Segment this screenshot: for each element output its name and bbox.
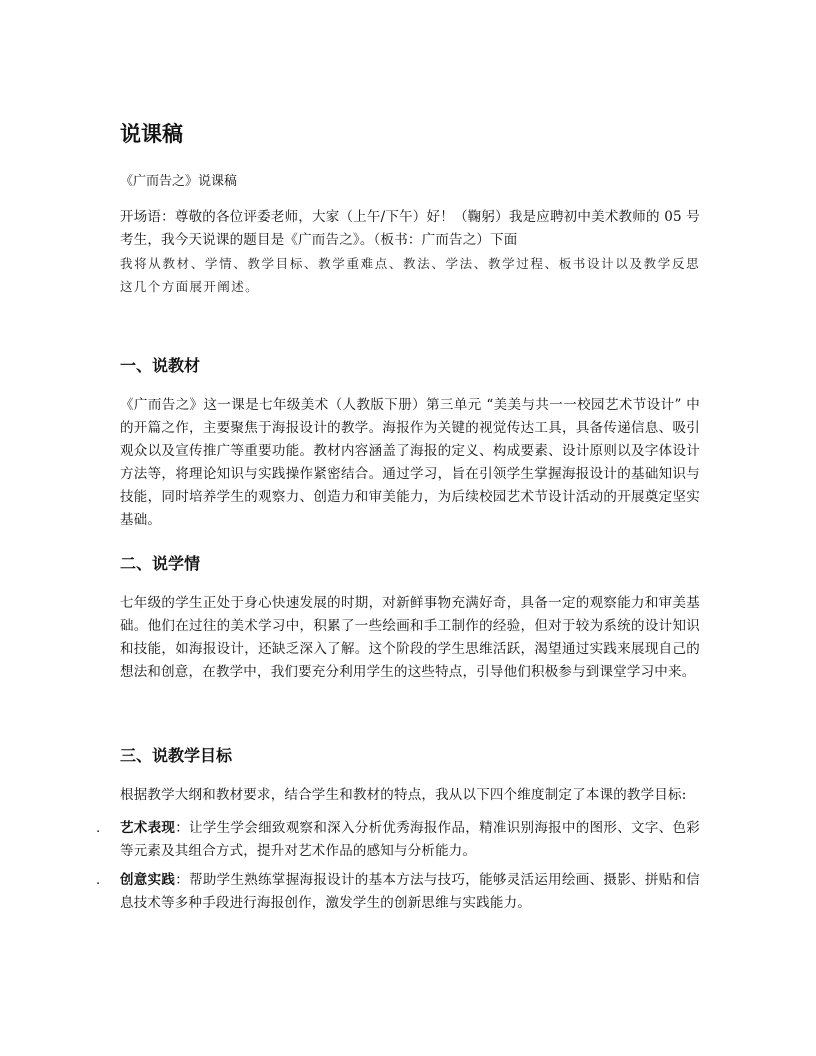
document-page	[96, 118, 700, 921]
objective-term: 创意实践	[120, 872, 176, 888]
section-heading-objectives: 三、说教学目标	[120, 746, 233, 765]
section-heading-textbook: 一、说教材	[120, 356, 201, 375]
list-item	[96, 869, 700, 915]
objectives-list	[96, 817, 700, 915]
section-body-students: 七年级的学生正处于身心快速发展的时期，对新鲜事物充满好奇，具备一定的观察能力和审美基础。他们在过往的美术学习中，积累了一些绘画和手工制作的经验，但对于较为系统的设计知识和技能，如海报设计，还缺乏深入了解。这个阶段的学生思维活跃，渴望通过实践来展现自己的想法和创意，在教学中，我们要充分利用学生的这些特点，引导他们积极参与到课堂学习中来。	[120, 595, 700, 680]
section-heading-students: 二、说学情	[120, 554, 201, 573]
list-item	[96, 817, 700, 863]
intro-paragraph	[120, 206, 700, 298]
document-subtitle: 《广而告之》说课稿	[120, 174, 238, 189]
intro-text: 开场语：尊敬的各位评委老师，大家（上午/下午）好！（鞠躬）我是应聘初中美术教师的 05 号考生，我今天说课的题目是《广而告之》。（板书：广而告之）下面	[120, 209, 700, 248]
section-body-objectives: 根据教学大纲和教材要求，结合学生和教材的特点，我从以下四个维度制定了本课的教学目标:	[120, 787, 687, 803]
objective-text: ：帮助学生熟练掌握海报设计的基本方法与技巧，能够灵活运用绘画、摄影、拼贴和信息技术等多种手段进行海报创作，激发学生的创新思维与实践能力。	[120, 872, 700, 911]
section-body-textbook: 《广而告之》这一课是七年级美术（人教版下册）第三单元 “美美与共一一校园艺术节设计” 中的开篇之作，主要聚焦于海报设计的教学。海报作为关键的视觉传达工具，具备传递信息、吸引观众以及宣传推广等重要功能。教材内容涵盖了海报的定义、构成要素、设计原则以及字体设计方法等，将理论知识与实践操作紧密结合。通过学习，旨在引领学生掌握海报设计的基础知识与技能，同时培养学生的观察力、创造力和审美能力，为后续校园艺术节设计活动的开展奠定坚实基础。	[120, 397, 700, 528]
objective-text: ：让学生学会细致观察和深入分析优秀海报作品，精准识别海报中的图形、文字、色彩等元素及其组合方式，提升对艺术作品的感知与分析能力。	[120, 820, 700, 859]
bullet-marker: .	[96, 873, 101, 888]
page-title: 说课稿	[120, 122, 183, 146]
objective-term: 艺术表现	[120, 820, 176, 836]
intro-text-continued: 我将从教材、学情、教学目标、教学重难点、教法、学法、教学过程、板书设计以及教学反思这几个方面展开阐述。	[120, 256, 700, 294]
bullet-marker: .	[96, 821, 101, 836]
